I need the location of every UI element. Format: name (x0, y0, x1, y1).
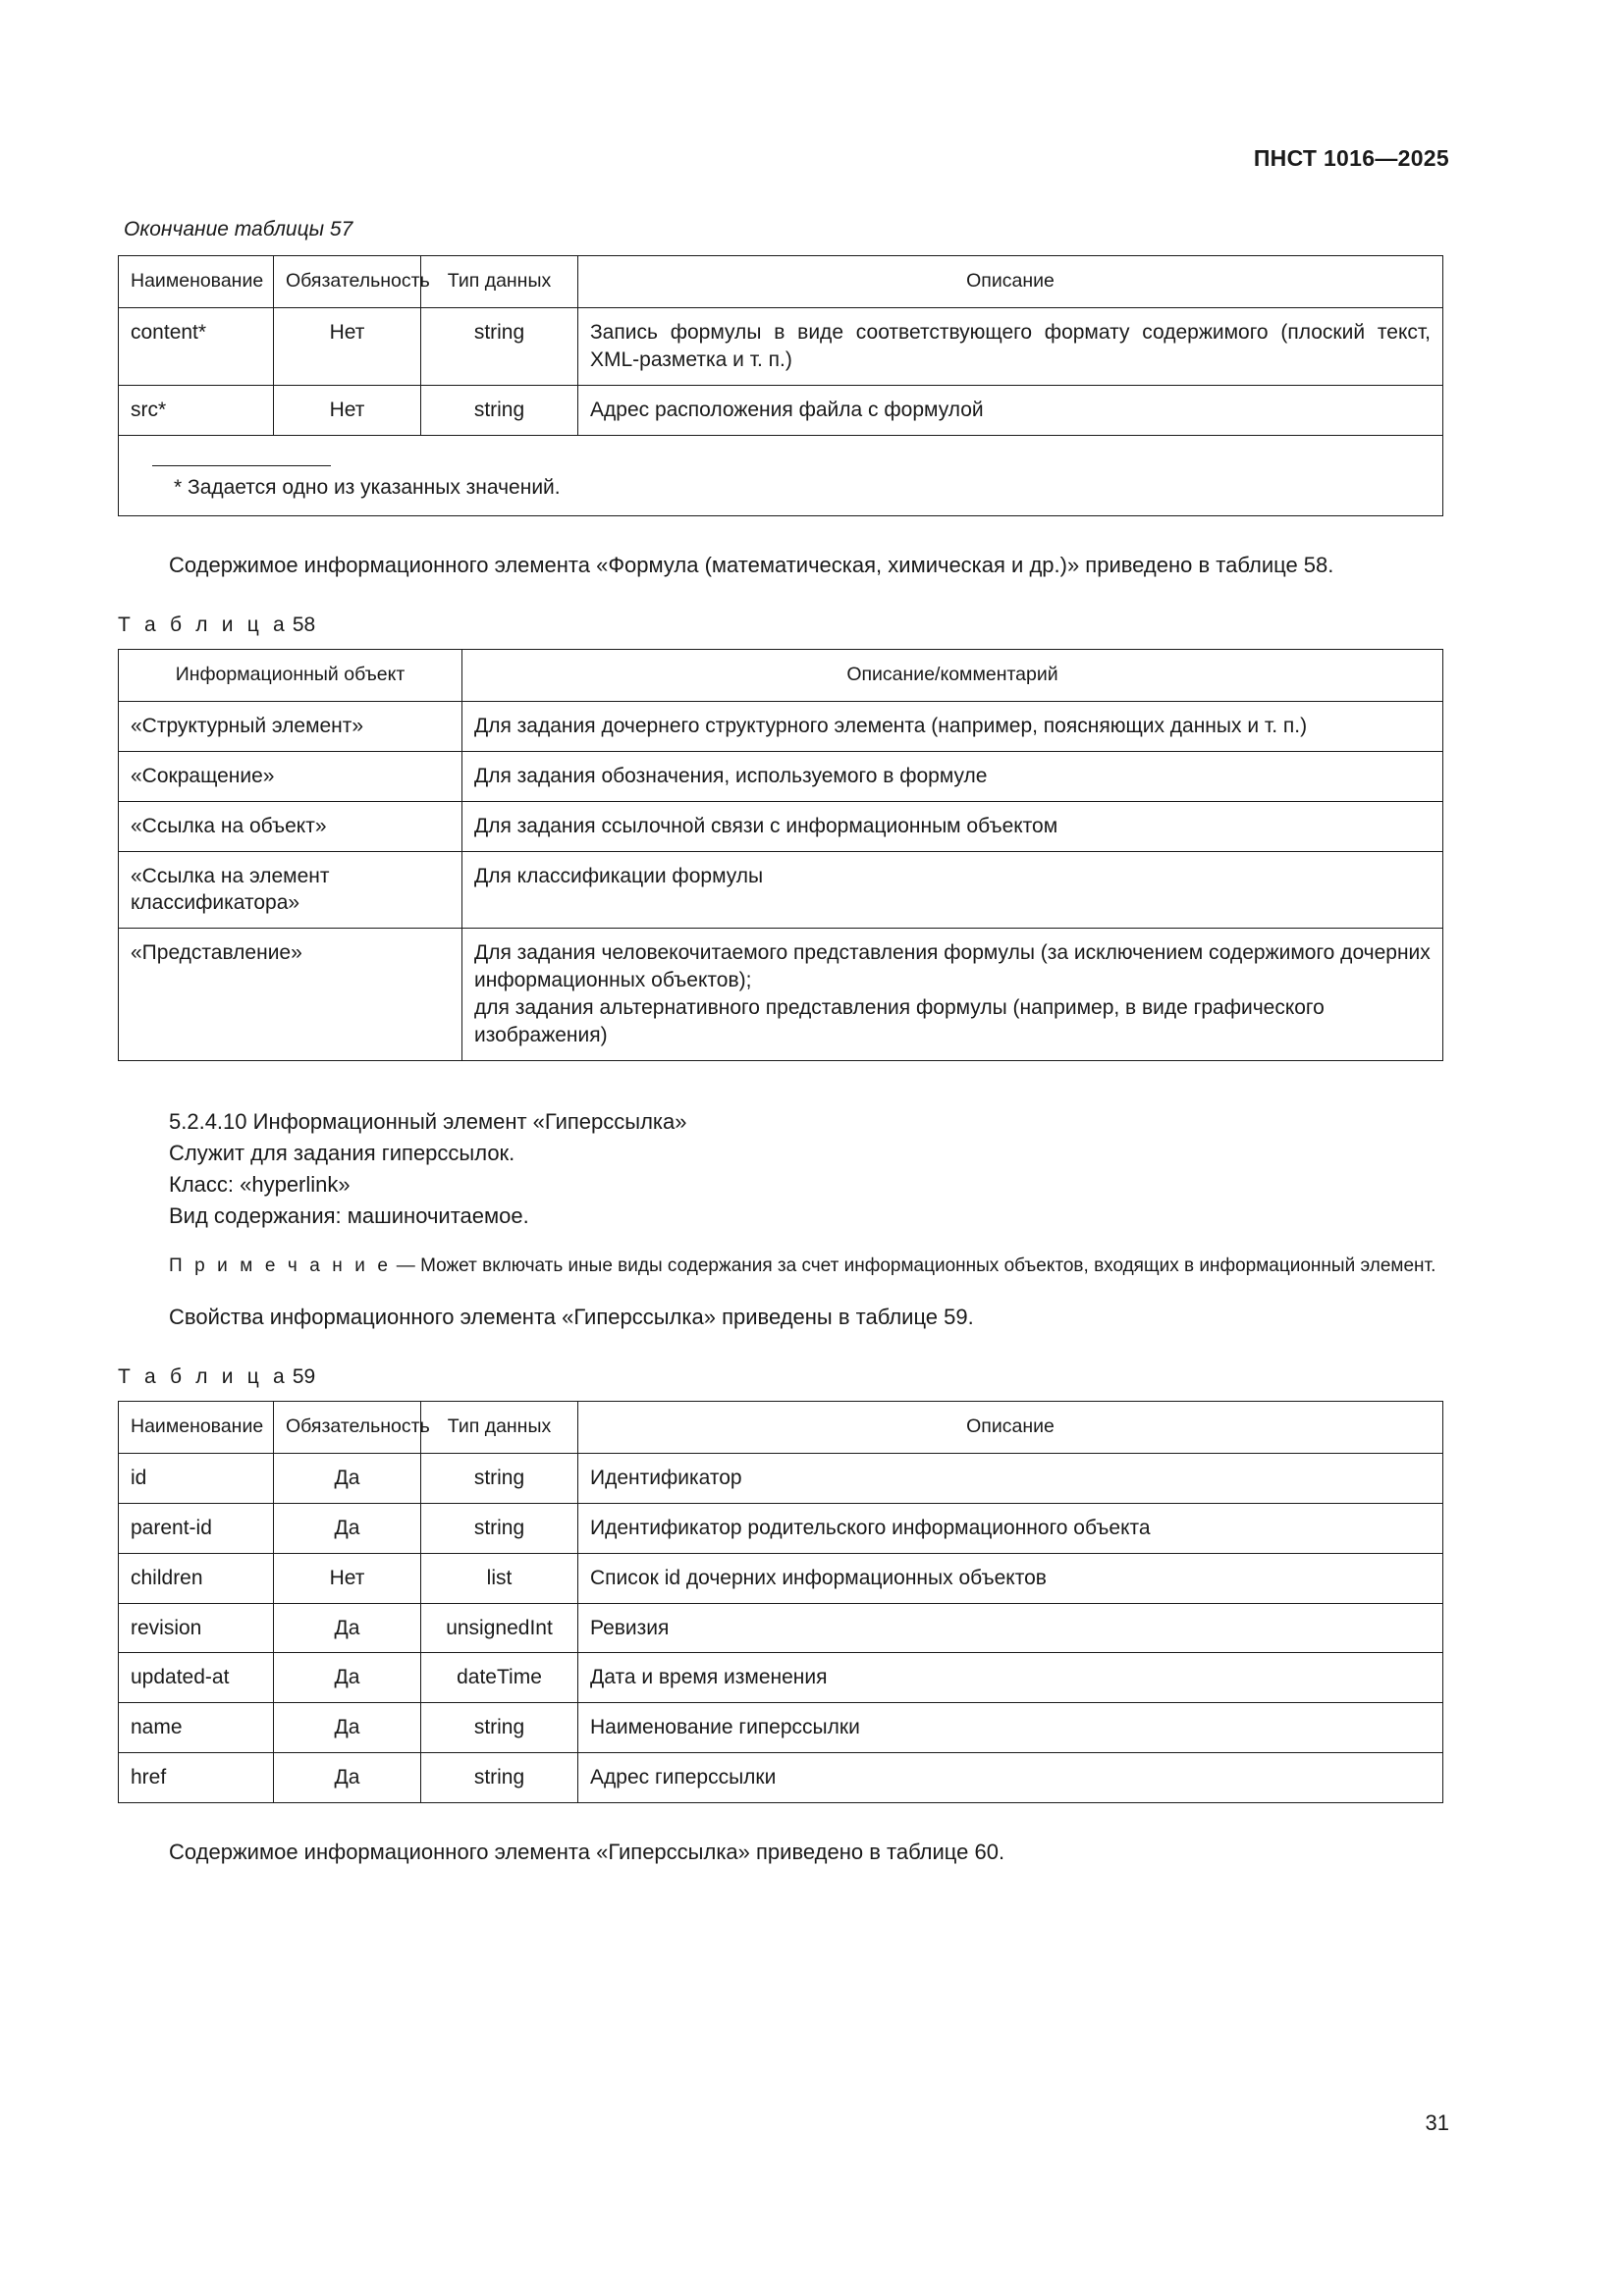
table-row (119, 1503, 1443, 1553)
table-58-caption-label: Т а б л и ц а (118, 613, 289, 636)
table-59-cell-type: unsignedInt (421, 1603, 578, 1653)
table-59-header-row (119, 1401, 1443, 1453)
table-57-footnote-row (119, 435, 1443, 515)
table-59-cell-desc: Адрес гиперссылки (578, 1753, 1443, 1803)
table-57-col-header-oblig: Обязательность (274, 256, 421, 308)
table-59-cell-oblig: Да (274, 1653, 421, 1703)
table-59-cell-type: list (421, 1553, 578, 1603)
table-59-cell-desc: Дата и время изменения (578, 1653, 1443, 1703)
table-59-cell-oblig: Да (274, 1703, 421, 1753)
table-59-cell-name: id (119, 1453, 274, 1503)
table-58-cell-object: «Представление» (119, 929, 462, 1061)
table-row (119, 1653, 1443, 1703)
table-58-comment-line-2: для задания альтернативного представления формулы (например, в виде графического изображения) (474, 996, 1325, 1047)
table-59-cell-type: string (421, 1453, 578, 1503)
table-59-caption-label: Т а б л и ц а (118, 1364, 289, 1388)
table-57-cell-oblig: Нет (274, 307, 421, 385)
section-note (118, 1254, 1443, 1280)
table-57 (118, 255, 1443, 516)
paragraph-hyperlink-content: Содержимое информационного элемента «Гиперссылка» приведено в таблице 60. (169, 1840, 1005, 1865)
table-58-cell-object: «Ссылка на объект» (119, 801, 462, 851)
table-58-cell-comment: Для задания обозначения, используемого в формуле (462, 751, 1443, 801)
page-content (118, 218, 1443, 1867)
table-59-cell-oblig: Да (274, 1753, 421, 1803)
table-57-caption: Окончание таблицы 57 (124, 218, 353, 240)
table-58-caption-number: 58 (292, 613, 316, 636)
paragraph-hyperlink-properties: Свойства информационного элемента «Гиперссылка» приведены в таблице 59. (169, 1304, 974, 1329)
paragraph-formula-content: Содержимое информационного элемента «Формула (математическая, химическая и др.)» приведено в таблице 58. (169, 552, 1334, 577)
table-row (119, 385, 1443, 435)
table-57-col-header-type: Тип данных (421, 256, 578, 308)
table-59-cell-oblig: Да (274, 1503, 421, 1553)
table-row (119, 1753, 1443, 1803)
table-57-header-row (119, 256, 1443, 308)
page-number: 31 (1425, 2110, 1449, 2135)
table-57-footnote-cell (119, 435, 1443, 515)
table-row (119, 929, 1443, 1061)
table-row (119, 1453, 1443, 1503)
table-57-footnote-text: * Задается одно из указанных значений. (174, 475, 561, 499)
table-57-cell-type: string (421, 307, 578, 385)
table-58-cell-comment: Для задания ссылочной связи с информационным объектом (462, 801, 1443, 851)
table-59-cell-name: updated-at (119, 1653, 274, 1703)
table-57-cell-desc: Запись формулы в виде соответствующего формату содержимого (плоский текст, XML-разметка и т. п.) (578, 307, 1443, 385)
table-58-cell-object: «Сокращение» (119, 751, 462, 801)
table-59-col-header-type: Тип данных (421, 1401, 578, 1453)
table-59-cell-oblig: Да (274, 1603, 421, 1653)
table-59-caption-number: 59 (292, 1364, 316, 1388)
table-59-cell-name: children (119, 1553, 274, 1603)
table-57-cell-name: content* (119, 307, 274, 385)
table-row (119, 751, 1443, 801)
table-row (119, 701, 1443, 751)
table-row (119, 801, 1443, 851)
table-row (119, 851, 1443, 929)
table-58-comment-line-1: Для задания человекочитаемого представления формулы (за исключением содержимого дочерних информационных объектов); (474, 941, 1431, 992)
table-59-cell-type: dateTime (421, 1653, 578, 1703)
table-58-cell-object: «Структурный элемент» (119, 701, 462, 751)
table-59-cell-desc: Ревизия (578, 1603, 1443, 1653)
table-58-caption (118, 614, 1443, 637)
table-59-cell-oblig: Да (274, 1453, 421, 1503)
table-59-cell-oblig: Нет (274, 1553, 421, 1603)
table-58-cell-comment (462, 929, 1443, 1061)
table-row (119, 1603, 1443, 1653)
table-row (119, 307, 1443, 385)
table-59-col-header-desc: Описание (578, 1401, 1443, 1453)
note-text: — Может включать иные виды содержания за счет информационных объектов, входящих в информационный элемент. (391, 1255, 1436, 1276)
table-57-cell-oblig: Нет (274, 385, 421, 435)
table-59-cell-name: href (119, 1753, 274, 1803)
table-59-cell-type: string (421, 1703, 578, 1753)
table-59-col-header-name: Наименование (119, 1401, 274, 1453)
section-line-content: Вид содержания: машиночитаемое. (169, 1202, 529, 1228)
table-57-cell-desc: Адрес расположения файла с формулой (578, 385, 1443, 435)
footnote-divider (152, 465, 331, 466)
section-line-class: Класс: «hyperlink» (169, 1171, 351, 1197)
section-5-2-4-10 (118, 1106, 1443, 1232)
table-58 (118, 649, 1443, 1061)
table-59-caption (118, 1365, 1443, 1389)
table-58-col-header-object: Информационный объект (119, 649, 462, 701)
table-59 (118, 1401, 1443, 1803)
table-59-cell-name: revision (119, 1603, 274, 1653)
table-59-col-header-oblig: Обязательность (274, 1401, 421, 1453)
table-59-cell-name: name (119, 1703, 274, 1753)
table-59-cell-type: string (421, 1753, 578, 1803)
note-label: П р и м е ч а н и е (169, 1255, 392, 1276)
table-57-cell-type: string (421, 385, 578, 435)
table-59-cell-type: string (421, 1503, 578, 1553)
table-59-cell-desc: Список id дочерних информационных объектов (578, 1553, 1443, 1603)
table-59-cell-desc: Идентификатор родительского информационного объекта (578, 1503, 1443, 1553)
table-59-cell-desc: Идентификатор (578, 1453, 1443, 1503)
table-row (119, 1553, 1443, 1603)
table-58-col-header-comment: Описание/комментарий (462, 649, 1443, 701)
table-59-cell-name: parent-id (119, 1503, 274, 1553)
table-58-cell-comment: Для задания дочернего структурного элемента (например, поясняющих данных и т. п.) (462, 701, 1443, 751)
table-58-cell-object: «Ссылка на элемент классификатора» (119, 851, 462, 929)
table-58-cell-comment: Для классификации формулы (462, 851, 1443, 929)
table-59-cell-desc: Наименование гиперссылки (578, 1703, 1443, 1753)
table-57-cell-name: src* (119, 385, 274, 435)
section-heading: 5.2.4.10 Информационный элемент «Гиперссылка» (169, 1109, 687, 1135)
table-57-col-header-desc: Описание (578, 256, 1443, 308)
running-header-standard-code: ПНСТ 1016—2025 (1253, 145, 1449, 171)
table-57-col-header-name: Наименование (119, 256, 274, 308)
section-line-purpose: Служит для задания гиперссылок. (169, 1140, 515, 1165)
table-row (119, 1703, 1443, 1753)
table-58-header-row (119, 649, 1443, 701)
